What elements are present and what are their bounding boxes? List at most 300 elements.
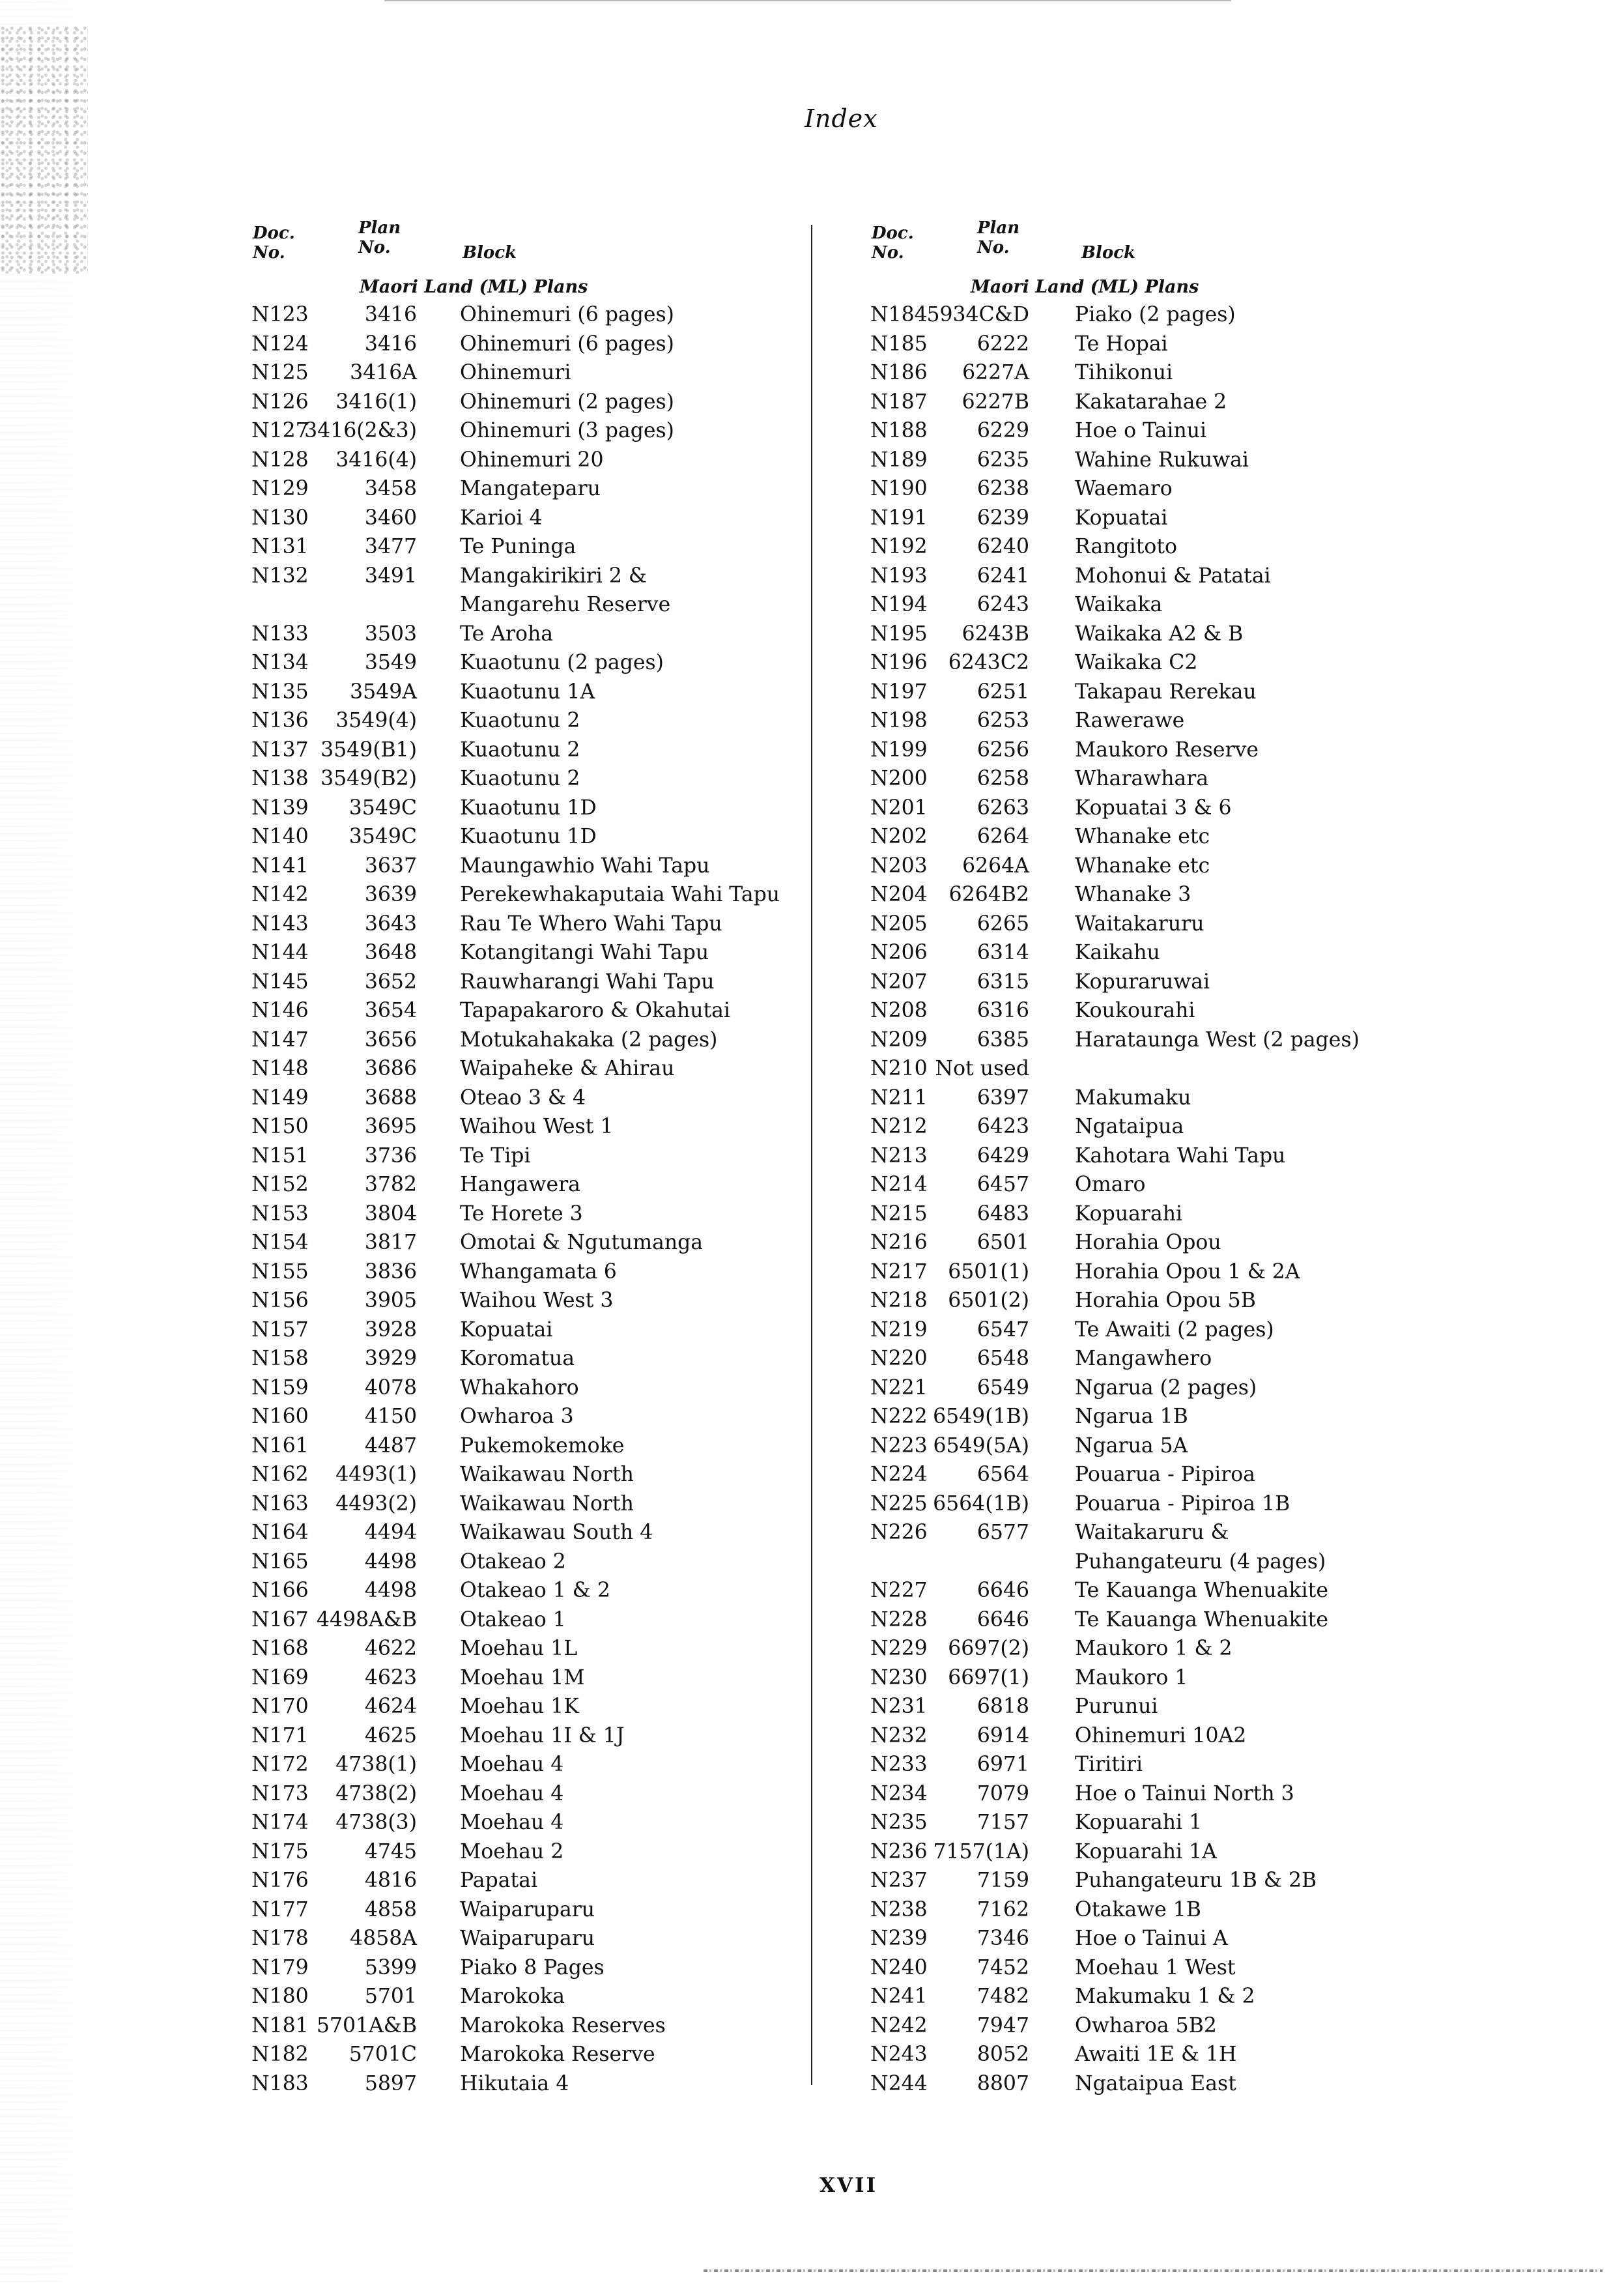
- plan-number: 6240: [976, 535, 1029, 558]
- plan-number: 4745: [364, 1839, 417, 1863]
- doc-number: N140: [251, 825, 309, 848]
- doc-number: N225: [870, 1491, 928, 1516]
- plan-number: 3652: [364, 970, 417, 994]
- table-row: [248, 1200, 808, 1229]
- block-name: Oteao 3 & 4: [460, 1086, 586, 1110]
- plan-number: 3416(4): [335, 448, 417, 472]
- block-name: Otakawe 1B: [1075, 1897, 1201, 1921]
- doc-number: N185: [870, 332, 928, 356]
- plan-number: 4498: [364, 1579, 417, 1602]
- block-name: Pouarua - Pipiroa 1B: [1075, 1491, 1290, 1516]
- block-name: Kopuarahi: [1075, 1201, 1183, 1226]
- table-row: [866, 1953, 1440, 1983]
- block-name: Kuaotunu 2: [460, 709, 580, 732]
- plan-number: 3458: [364, 477, 417, 500]
- doc-number: N194: [870, 593, 928, 616]
- table-row: [866, 1402, 1440, 1431]
- block-name: Kaikahu: [1075, 941, 1160, 964]
- plan-number: 6243: [976, 593, 1029, 616]
- table-row: [248, 474, 808, 504]
- block-name: Horahia Opou: [1075, 1231, 1221, 1254]
- doc-number: N158: [251, 1347, 309, 1370]
- block-name: Marokoka Reserve: [460, 2043, 655, 2066]
- plan-number: 6397: [976, 1086, 1029, 1110]
- table-row: [866, 1316, 1440, 1345]
- table-row: [866, 504, 1440, 533]
- block-name: Ohinemuri 10A2: [1075, 1723, 1247, 1748]
- table-row: [866, 1605, 1440, 1635]
- block-name: Kopuarahi 1: [1075, 1811, 1203, 1834]
- block-name: Wharawhara: [1075, 767, 1209, 790]
- doc-number: N164: [251, 1521, 309, 1544]
- doc-number: N224: [870, 1463, 928, 1486]
- top-rule: [384, 0, 1231, 1]
- doc-number: N139: [251, 796, 309, 820]
- doc-number: N218: [870, 1289, 928, 1312]
- page-title: Index: [805, 104, 878, 133]
- block-name: Waihou West 3: [460, 1289, 614, 1312]
- doc-number: N150: [251, 1115, 309, 1138]
- table-row: [866, 388, 1440, 417]
- block-name: Piako (2 pages): [1075, 303, 1236, 326]
- plan-number: 6564: [976, 1463, 1029, 1486]
- doc-number: N144: [251, 941, 309, 964]
- block-name: Moehau 1K: [460, 1695, 579, 1718]
- block-name: Rawerawe: [1075, 709, 1185, 732]
- plan-number: 7157: [976, 1811, 1029, 1834]
- doc-number: N181: [251, 2013, 309, 2037]
- table-row: [248, 910, 808, 939]
- table-row: [248, 880, 808, 910]
- block-name: Horahia Opou 5B: [1075, 1289, 1256, 1312]
- doc-number: N212: [870, 1115, 928, 1138]
- table-row: [866, 1258, 1440, 1287]
- plan-number: 3460: [364, 506, 417, 530]
- doc-number: N147: [251, 1028, 309, 1052]
- block-name: Maukoro Reserve: [1075, 738, 1259, 762]
- block-name: Kuaotunu 1A: [460, 680, 595, 704]
- plan-number: 3656: [364, 1028, 417, 1052]
- table-row: [866, 416, 1440, 446]
- plan-number: 3549C: [349, 796, 417, 820]
- block-name: Harataunga West (2 pages): [1075, 1028, 1360, 1052]
- plan-number: 6253: [976, 709, 1029, 732]
- block-name: Makumaku: [1075, 1086, 1191, 1110]
- plan-number: 6548: [976, 1347, 1029, 1370]
- table-row: [248, 1721, 808, 1751]
- table-row: [866, 1779, 1440, 1809]
- plan-number: 3688: [364, 1086, 417, 1110]
- block-name: Kuaotunu (2 pages): [460, 651, 664, 674]
- table-row: [248, 1142, 808, 1171]
- doc-number: N217: [870, 1259, 928, 1284]
- block-name: Puhangateuru 1B & 2B: [1075, 1869, 1317, 1892]
- plan-number: 3695: [364, 1115, 417, 1138]
- block-name: Pouarua - Pipiroa: [1075, 1463, 1256, 1486]
- table-row: [866, 1228, 1440, 1258]
- doc-number: N230: [870, 1665, 928, 1690]
- table-row: [248, 678, 808, 707]
- doc-number: N145: [251, 970, 309, 994]
- block-header: Block: [463, 243, 517, 263]
- block-name: Pukemokemoke: [460, 1433, 625, 1458]
- plan-number: 4498: [364, 1549, 417, 1574]
- table-row: [866, 996, 1440, 1026]
- plan-number: 6238: [976, 477, 1029, 500]
- plan-number: 3416(2&3): [304, 419, 417, 442]
- doc-number: N200: [870, 767, 928, 790]
- doc-number: N221: [870, 1375, 928, 1400]
- doc-number: N151: [251, 1144, 309, 1168]
- plan-number: 6914: [976, 1723, 1029, 1748]
- doc-number: N149: [251, 1086, 309, 1110]
- plan-number: 6256: [976, 738, 1029, 762]
- plan-number: 6501: [976, 1231, 1029, 1254]
- block-name: Mangateparu: [460, 477, 601, 500]
- table-row: [248, 1692, 808, 1721]
- doc-number: N204: [870, 883, 928, 906]
- table-row: [248, 1460, 808, 1489]
- block-name: Perekewhakaputaia Wahi Tapu: [460, 883, 780, 906]
- block-name: Moehau 4: [460, 1811, 564, 1834]
- table-row: [248, 648, 808, 678]
- plan-number: 3491: [364, 564, 417, 588]
- block-name: Waikaka: [1075, 593, 1163, 616]
- doc-number: N153: [251, 1201, 309, 1226]
- doc-number: N180: [251, 1985, 309, 2008]
- table-row: [248, 736, 808, 765]
- block-name: Waikaka C2: [1075, 651, 1198, 674]
- plan-number: 6264B2: [948, 883, 1029, 906]
- plan-number: 6314: [976, 941, 1029, 964]
- plan-no-header: Plan No.: [977, 218, 1020, 257]
- block-name: Hoe o Tainui A: [1075, 1927, 1228, 1950]
- right-rows: [866, 300, 1440, 2098]
- doc-number: N127: [251, 419, 309, 442]
- plan-no-header: Plan No.: [358, 218, 401, 257]
- doc-number: N186: [870, 361, 928, 384]
- plan-number: 6429: [976, 1144, 1029, 1168]
- plan-number: 6549: [976, 1375, 1029, 1400]
- doc-number: N143: [251, 912, 309, 936]
- table-row: [248, 1779, 808, 1809]
- plan-number: 6501(1): [948, 1259, 1029, 1284]
- block-name: Maukoro 1 & 2: [1075, 1637, 1232, 1660]
- table-row: [248, 794, 808, 823]
- block-name: Moehau 4: [460, 1753, 564, 1776]
- doc-number: N136: [251, 709, 309, 732]
- plan-number: 4498A&B: [316, 1607, 417, 1632]
- plan-number: 4622: [364, 1637, 417, 1660]
- block-name: Kopuatai: [1075, 506, 1168, 530]
- block-name: Puhangateuru (4 pages): [1075, 1549, 1326, 1574]
- table-row: [248, 1953, 808, 1983]
- doc-number: N207: [870, 970, 928, 994]
- block-name: Kahotara Wahi Tapu: [1075, 1144, 1286, 1168]
- doc-number: N191: [870, 506, 928, 530]
- doc-number: N214: [870, 1173, 928, 1196]
- block-name: Whanake etc: [1075, 854, 1210, 878]
- table-row: [248, 938, 808, 968]
- plan-number: 8052: [976, 2043, 1029, 2066]
- plan-number: 6265: [976, 912, 1029, 936]
- block-name: Whanake 3: [1075, 883, 1191, 906]
- table-row: [866, 620, 1440, 649]
- doc-number: N171: [251, 1723, 309, 1748]
- scan-speckle: [0, 26, 88, 274]
- doc-number: N160: [251, 1405, 309, 1428]
- block-name: Wahine Rukuwai: [1075, 448, 1249, 472]
- doc-number: N237: [870, 1869, 928, 1892]
- doc-number: N211: [870, 1086, 928, 1110]
- block-name: Ohinemuri (6 pages): [460, 303, 674, 326]
- table-row: [248, 1344, 808, 1374]
- block-name: Rauwharangi Wahi Tapu: [460, 970, 715, 994]
- doc-number: N231: [870, 1695, 928, 1718]
- table-row: [248, 1605, 808, 1635]
- table-row: [866, 1286, 1440, 1316]
- doc-number: N146: [251, 999, 309, 1022]
- doc-number: N232: [870, 1723, 928, 1748]
- table-row: [248, 2069, 808, 2099]
- block-name: Maungawhio Wahi Tapu: [460, 854, 710, 878]
- table-row: [866, 1547, 1440, 1577]
- doc-number: N175: [251, 1839, 309, 1863]
- plan-number: 4493(2): [335, 1491, 417, 1516]
- table-row: [248, 1054, 808, 1084]
- block-name: Marokoka Reserves: [460, 2013, 666, 2037]
- plan-number: 3929: [364, 1347, 417, 1370]
- table-row: [248, 1634, 808, 1663]
- plan-number: 4493(1): [335, 1463, 417, 1486]
- block-name: Moehau 1I & 1J: [460, 1723, 625, 1748]
- table-row: [866, 678, 1440, 707]
- table-row: [866, 358, 1440, 388]
- table-row: [866, 1460, 1440, 1489]
- plan-number: 5399: [364, 1955, 417, 1979]
- doc-number: N129: [251, 477, 309, 500]
- doc-number: N242: [870, 2013, 928, 2037]
- block-name: Owharoa 3: [460, 1405, 574, 1428]
- plan-number: 4738(2): [335, 1781, 417, 1805]
- table-row: [248, 1489, 808, 1519]
- doc-number: N222: [870, 1405, 928, 1428]
- plan-number: 3503: [364, 622, 417, 646]
- table-row: [248, 1924, 808, 1953]
- plan-number: 6243B: [962, 622, 1029, 646]
- section-subheading: Maori Land (ML) Plans: [971, 277, 1199, 297]
- doc-number: N236: [870, 1839, 928, 1863]
- table-row: [866, 1866, 1440, 1895]
- block-name: Ngarua (2 pages): [1075, 1375, 1257, 1400]
- doc-number: N159: [251, 1375, 309, 1400]
- plan-number: 5934C&D: [926, 303, 1029, 326]
- doc-number: N183: [251, 2071, 309, 2095]
- plan-number: 3648: [364, 941, 417, 964]
- block-name: Tihikonui: [1075, 361, 1173, 384]
- block-name: Karioi 4: [460, 506, 543, 530]
- table-row: [866, 852, 1440, 881]
- plan-number: 7346: [976, 1927, 1029, 1950]
- table-row: [248, 764, 808, 794]
- block-name: Mangawhero: [1075, 1347, 1212, 1370]
- plan-number: 5701C: [349, 2043, 417, 2066]
- table-row: [248, 1026, 808, 1055]
- block-name: Te Awaiti (2 pages): [1075, 1317, 1274, 1342]
- block-name: Te Aroha: [460, 622, 554, 646]
- doc-no-header: Doc. No.: [872, 223, 914, 263]
- plan-number: 4150: [364, 1405, 417, 1428]
- doc-number: N152: [251, 1173, 309, 1196]
- plan-number: 6423: [976, 1115, 1029, 1138]
- plan-number: 4487: [364, 1433, 417, 1458]
- block-name: Te Tipi: [460, 1144, 531, 1168]
- table-row: [248, 996, 808, 1026]
- plan-number: 6243C2: [948, 651, 1029, 674]
- doc-number: N192: [870, 535, 928, 558]
- plan-number: 6251: [976, 680, 1029, 704]
- doc-number: N234: [870, 1781, 928, 1805]
- doc-number: N141: [251, 854, 309, 878]
- table-row: [866, 1142, 1440, 1171]
- block-name: Ngarua 5A: [1075, 1433, 1188, 1458]
- plan-number: 6241: [976, 564, 1029, 588]
- block-name: Hangawera: [460, 1173, 580, 1196]
- doc-number: N228: [870, 1607, 928, 1632]
- table-row: [866, 1895, 1440, 1925]
- table-row: [866, 1489, 1440, 1519]
- table-row: [866, 2040, 1440, 2069]
- table-row: [248, 358, 808, 388]
- table-row: [248, 1228, 808, 1258]
- plan-number: 6222: [976, 332, 1029, 356]
- plan-number: 6264: [976, 825, 1029, 848]
- table-row: [248, 2011, 808, 2041]
- doc-number: N241: [870, 1985, 928, 2008]
- doc-number: N155: [251, 1259, 309, 1284]
- doc-number: N206: [870, 941, 928, 964]
- table-row: [866, 648, 1440, 678]
- plan-number: 7947: [976, 2013, 1029, 2037]
- doc-number: N162: [251, 1463, 309, 1486]
- bottom-scan-rule: [704, 2269, 1603, 2272]
- block-name: Koromatua: [460, 1347, 575, 1370]
- table-row: [248, 1518, 808, 1547]
- plan-number: 7482: [976, 1985, 1029, 2008]
- block-name: Kuaotunu 1D: [460, 796, 597, 820]
- block-name: Moehau 1M: [460, 1665, 585, 1690]
- block-name: Ohinemuri 20: [460, 448, 604, 472]
- doc-number: N226: [870, 1521, 928, 1544]
- plan-number: 4494: [364, 1521, 417, 1544]
- plan-number: 6646: [976, 1579, 1029, 1602]
- table-row: [866, 1692, 1440, 1721]
- table-row: [866, 736, 1440, 765]
- plan-number: 3928: [364, 1317, 417, 1342]
- plan-number: 3549C: [349, 825, 417, 848]
- table-row: [866, 300, 1440, 330]
- block-name: Hoe o Tainui North 3: [1075, 1781, 1294, 1805]
- table-row: [248, 1431, 808, 1461]
- plan-number: 6263: [976, 796, 1029, 820]
- plan-number: 6235: [976, 448, 1029, 472]
- plan-number: 5701: [364, 1985, 417, 2008]
- table-row: [248, 1402, 808, 1431]
- plan-number: 6316: [976, 999, 1029, 1022]
- block-name: Awaiti 1E & 1H: [1075, 2043, 1237, 2066]
- doc-number: N137: [251, 738, 309, 762]
- plan-number: 5701A&B: [316, 2013, 417, 2037]
- table-row: [866, 1431, 1440, 1461]
- plan-number: 6264A: [962, 854, 1029, 878]
- table-row: [866, 1924, 1440, 1953]
- block-name: Purunui: [1075, 1695, 1158, 1718]
- plan-number: 4858A: [350, 1927, 417, 1950]
- plan-number: 6697(1): [948, 1665, 1029, 1690]
- plan-number: 3549(B1): [321, 738, 417, 762]
- block-name: Otakeao 1 & 2: [460, 1579, 610, 1602]
- doc-number: N130: [251, 506, 309, 530]
- plan-number: 6227B: [962, 390, 1029, 414]
- table-row: [866, 1634, 1440, 1663]
- table-row: [866, 446, 1440, 475]
- table-row: [866, 1750, 1440, 1779]
- table-row: [248, 1258, 808, 1287]
- table-row: [248, 1170, 808, 1200]
- block-name: Hikutaia 4: [460, 2071, 569, 2095]
- plan-number: 6239: [976, 506, 1029, 530]
- plan-number: 6646: [976, 1607, 1029, 1632]
- plan-number: 7162: [976, 1897, 1029, 1921]
- doc-number: N165: [251, 1549, 309, 1574]
- plan-number: 6549(1B): [933, 1405, 1029, 1428]
- plan-number: 3782: [364, 1173, 417, 1196]
- right-column: [866, 218, 1440, 2098]
- table-row: [248, 1112, 808, 1142]
- doc-number: N177: [251, 1897, 309, 1921]
- block-name: Ngataipua East: [1075, 2071, 1236, 2095]
- plan-number: 6227A: [962, 361, 1029, 384]
- table-row: [248, 1547, 808, 1577]
- table-row: [248, 852, 808, 881]
- doc-number: N239: [870, 1927, 928, 1950]
- table-row: [248, 706, 808, 736]
- block-name: Owharoa 5B2: [1075, 2013, 1217, 2037]
- plan-number: 6547: [976, 1317, 1029, 1342]
- doc-number: N182: [251, 2043, 309, 2066]
- plan-number: 3639: [364, 883, 417, 906]
- table-row: [248, 2040, 808, 2069]
- doc-number: N126: [251, 390, 309, 414]
- doc-number: N134: [251, 651, 309, 674]
- plan-number: 3416: [364, 303, 417, 326]
- doc-number: N163: [251, 1491, 309, 1516]
- table-row: [248, 504, 808, 533]
- table-row: [866, 1374, 1440, 1403]
- block-name: Ngarua 1B: [1075, 1405, 1188, 1428]
- doc-number: N148: [251, 1057, 309, 1080]
- doc-number: N123: [251, 303, 309, 326]
- plan-number: 3643: [364, 912, 417, 936]
- table-row: [248, 1084, 808, 1113]
- doc-no-header: Doc. No.: [253, 223, 295, 263]
- table-row: [866, 794, 1440, 823]
- doc-number: N223: [870, 1433, 928, 1458]
- block-name: Otakeao 2: [460, 1549, 566, 1574]
- table-row: [866, 590, 1440, 620]
- plan-number: 6483: [976, 1201, 1029, 1226]
- plan-number: 3836: [364, 1259, 417, 1284]
